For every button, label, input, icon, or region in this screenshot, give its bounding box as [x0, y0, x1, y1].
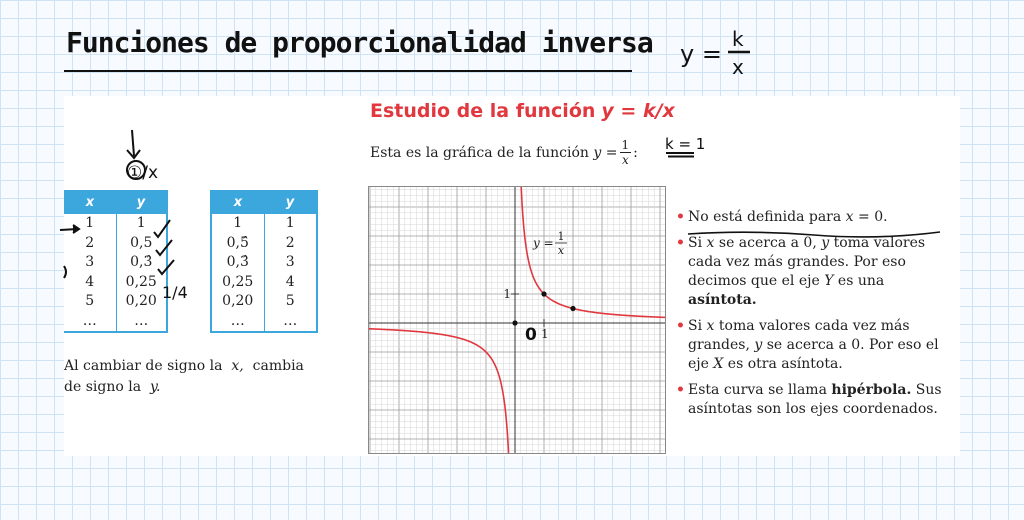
table1-header-y: y [116, 190, 167, 214]
table-cell: 4 [64, 273, 116, 293]
table-cell: 0,20 [211, 292, 264, 312]
list-item [676, 317, 944, 374]
table-cell: … [211, 312, 264, 333]
bullet-text: y [754, 337, 763, 353]
table-cell: … [134, 312, 149, 329]
intro-fraction [620, 138, 632, 167]
bullet-text: se acerca a 0, [714, 235, 822, 251]
table-row [211, 253, 317, 273]
handwritten-formula-lhs: y = [680, 40, 722, 68]
curve-label-lhs: y = [533, 236, 554, 250]
handwritten-underline [686, 228, 942, 240]
table-cell: 0,25 [125, 273, 157, 290]
table-row [211, 214, 317, 234]
bullet-text: x [706, 318, 715, 334]
grid [369, 187, 665, 453]
data-point [570, 306, 575, 311]
bullet-text: Si [688, 235, 707, 251]
handwritten-k-text: k = 1 [665, 135, 706, 153]
page-title: Funciones de proporcionalidad inversa [66, 26, 653, 59]
table-note [64, 356, 320, 398]
table-cell: 4 [285, 273, 295, 290]
bullet-text: x [845, 209, 854, 225]
section-heading-text: Estudio de la función [370, 100, 596, 122]
hyperbola-graph [368, 186, 666, 454]
table-cell: 0,5 [130, 234, 153, 251]
data-point [512, 320, 517, 325]
data-point [541, 291, 546, 296]
intro-sentence [370, 138, 638, 167]
y-tick-label: 1 [503, 287, 511, 301]
bullet-text: Sus asíntotas son los ejes coordenados. [688, 382, 942, 417]
table-cell: … [64, 312, 116, 333]
table-row [211, 292, 317, 312]
handwritten-table-note: 1/4 [162, 283, 188, 302]
curve-label [532, 230, 567, 257]
bullet-text: asíntota. [688, 292, 757, 308]
table2-header-y: y [264, 190, 317, 214]
bullet-text: toma valores cada vez más grandes, [688, 318, 910, 353]
table-cell: 0,3̂ [211, 253, 264, 273]
bullet-text: es una [833, 273, 885, 289]
table-cell: 0,20 [125, 293, 157, 310]
intro-frac-num: 1 [621, 138, 630, 152]
intro-frac-den: x [621, 153, 629, 167]
table-cell: … [283, 312, 298, 329]
table-row [211, 273, 317, 293]
handwritten-formula-num: k [732, 27, 744, 51]
intro-colon: : [633, 144, 638, 161]
table-cell: 3 [64, 253, 116, 273]
table-note-middle: cambia de signo la [64, 358, 304, 395]
handwritten-origin-zero [522, 322, 542, 344]
handwritten-formula [676, 22, 756, 82]
x-tick-label: 1 [541, 327, 549, 341]
bullet-text: Esta curva se llama [688, 382, 832, 398]
values-table-2 [210, 190, 318, 333]
bullet-text: Si [688, 318, 707, 334]
intro-eq: = [605, 144, 618, 161]
bullet-text: y [821, 235, 830, 251]
handwritten-formula-den: x [732, 55, 744, 79]
bullet-text: se acerca a 0. Por eso el eje [688, 337, 939, 372]
intro-y: y [593, 144, 602, 161]
section-heading-formula: y = k/x [601, 100, 675, 122]
table-cell: 0,25 [211, 273, 264, 293]
table-note-var1: x, [231, 358, 244, 374]
list-item [676, 208, 944, 227]
table-cell: 2 [64, 234, 116, 254]
curve-label-den: x [557, 244, 565, 257]
bullet-text: Y [824, 273, 834, 289]
table-row [211, 234, 317, 254]
bullet-dot: • [676, 235, 685, 251]
title-underline [64, 70, 632, 72]
list-item [676, 234, 944, 310]
handwritten-origin-text: 0 [525, 325, 537, 344]
bullet-text: = 0. [853, 209, 888, 225]
intro-text: Esta es la gráfica de la función [370, 144, 589, 161]
hyperbola-branch-negative [369, 327, 512, 453]
section-heading [370, 100, 675, 122]
bullet-dot: • [676, 318, 685, 334]
table-note-before: Al cambiar de signo la [64, 358, 223, 374]
bullet-text: x [706, 235, 715, 251]
bullet-text: toma valores cada vez más grandes. Por eso decimos que el eje [688, 235, 926, 289]
bullet-text: No está definida para [688, 209, 846, 225]
bullet-text: es otra asíntota. [723, 356, 843, 372]
bullet-text: hipérbola. [831, 382, 912, 398]
table2-header-x: x [211, 190, 264, 214]
hyperbola-chart-svg [369, 187, 665, 453]
list-item [676, 381, 944, 419]
table1-header-x: x [64, 190, 116, 214]
table-cell: 1 [136, 215, 146, 232]
handwritten-k-note [664, 132, 710, 158]
table-cell: 1 [285, 215, 295, 232]
table-note-var2: y. [149, 379, 161, 395]
table-cell: 5 [64, 292, 116, 312]
properties-list [676, 208, 944, 426]
bullet-dot: • [676, 209, 685, 225]
handwritten-check-marks [56, 208, 206, 308]
table-cell: 5 [285, 293, 295, 310]
table-cell: 0,5̂ [211, 234, 264, 254]
handwritten-one-over-x [112, 128, 172, 192]
table-cell: 1 [64, 214, 116, 234]
table-cell: 1 [211, 214, 264, 234]
bullet-dot: • [676, 382, 685, 398]
table-row [211, 312, 317, 333]
table-row [64, 312, 167, 333]
table-cell: 2 [285, 234, 295, 251]
handwritten-mark-text: ①/x [127, 163, 159, 183]
curve-label-num: 1 [557, 230, 565, 243]
table-cell: 3 [285, 254, 295, 271]
table-cell: 0,3̂ [130, 254, 153, 271]
bullet-text: X [713, 356, 724, 372]
